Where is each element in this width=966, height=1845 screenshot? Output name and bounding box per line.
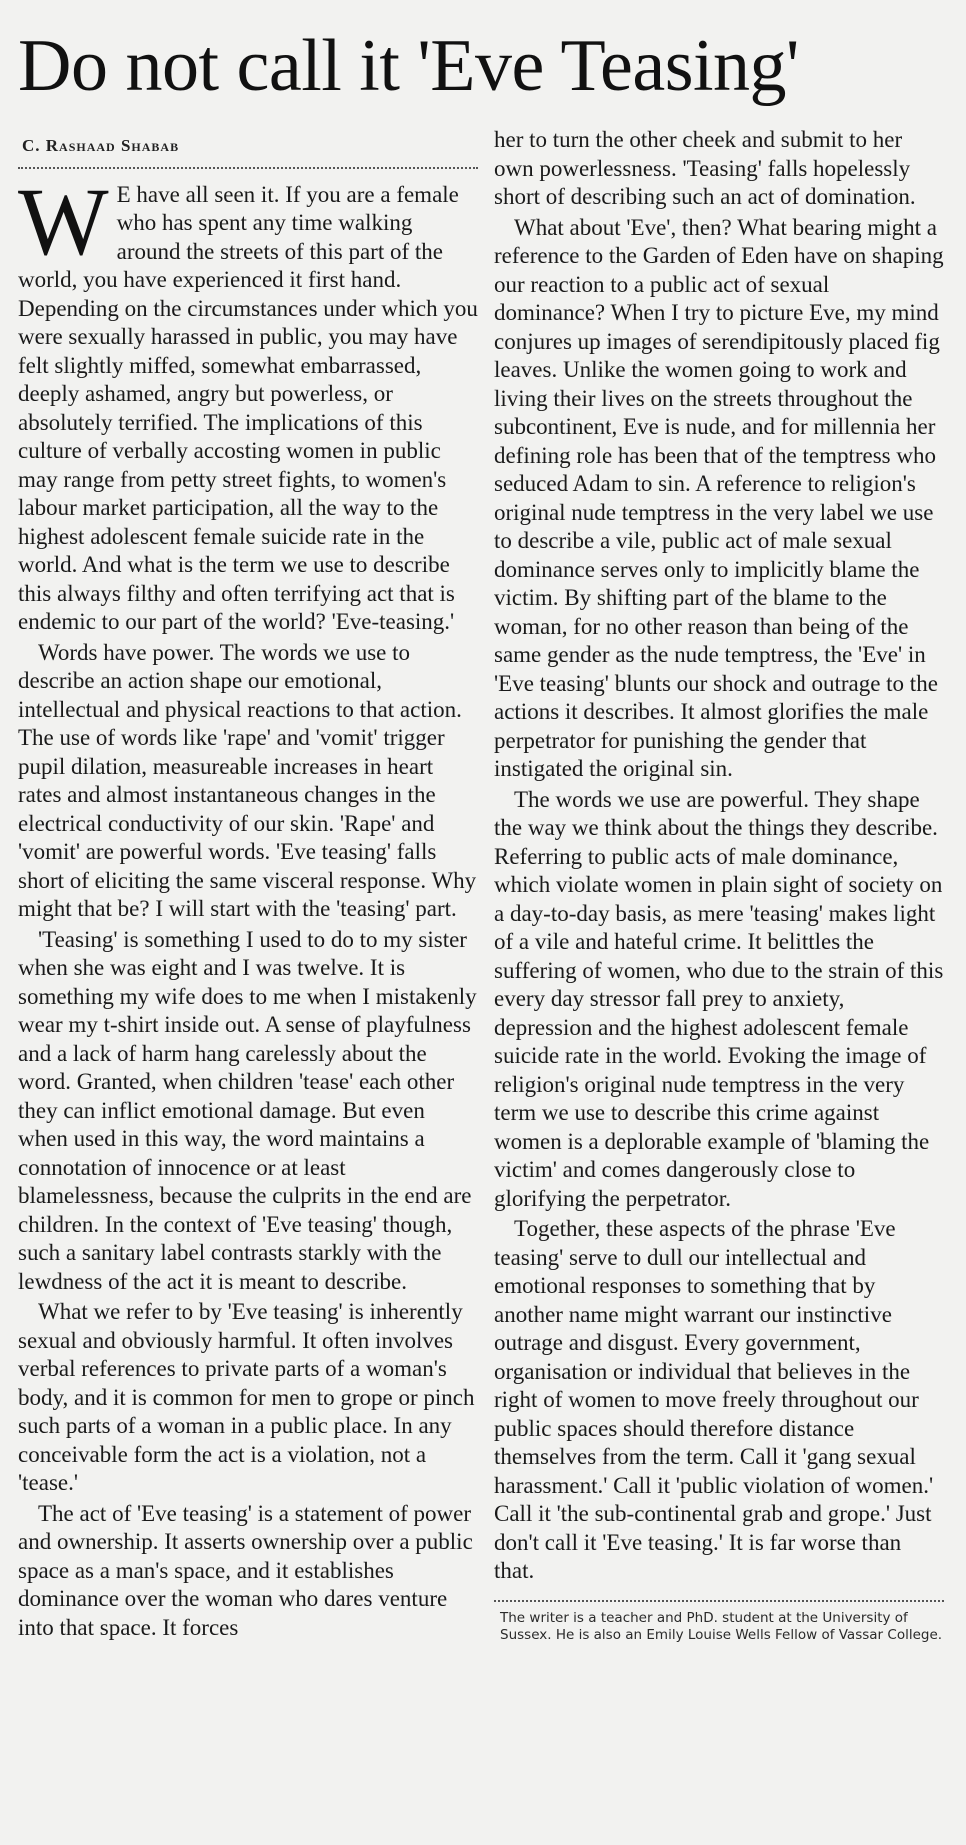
right-column xyxy=(494,126,944,1644)
drop-cap: W xyxy=(18,167,109,275)
paragraph: her to turn the other cheek and submit to her own powerlessness. 'Teasing' falls hopelessly short of describing such an act of domination. xyxy=(494,127,916,209)
paragraph: 'Teasing' is something I used to do to my sister when she was eight and I was twelve. It is something my wife does to me when I mistakenly wear my t-shirt inside out. A sense of playfulness and a lack of harm hang carelessly about the word. Granted, when children 'tease' each other they can inflict emotional damage. But even when used in this way, the word maintains a connotation of innocence or at least blamelessness, because the culprits in the end are children. In the context of 'Eve teasing' though, such a sanitary label contrasts starkly with the lewdness of the act it is meant to describe. xyxy=(18,926,477,1294)
paragraph xyxy=(18,167,478,637)
paragraph-text: E have all seen it. If you are a female who has spent any time walking around the streets of this part of the world, you have experienced it first hand. Depending on the circumstances under which you were sexually harassed in public, you may have felt slightly miffed, somewhat embarrassed, deeply ashamed, angry but powerless, or absolutely terrified. The implications of this culture of verbally accosting women in public may range from petty street fights, to women's labour market participation, all the way to the highest adolescent female suicide rate in the world. And what is the term we use to describe this always filthy and often terrifying act that is endemic to our part of the world? 'Eve-teasing.' xyxy=(18,181,478,634)
paragraph: The words we use are powerful. They shape the way we think about the things they describe. Referring to public acts of male dominance, which violate women in plain sight of society on a day-to-day basis, as mere 'teasing' makes light of a vile and hateful crime. It belittles the suffering of women, who due to the strain of this every day stressor fall prey to anxiety, depression and the highest adolescent female suicide rate in the world. Evoking the image of religion's original nude temptress in the very term we use to describe this crime against women is a deplorable example of 'blaming the victim' and comes dangerously close to glorifying the perpetrator. xyxy=(494,786,944,1211)
byline: C. Rashaad Shabab xyxy=(22,136,180,155)
paragraph: Words have power. The words we use to describe an action shape our emotional, intellectual and physical reactions to that action. The use of words like 'rape' and 'vomit' trigger pupil dilation, measureable increases in heart rates and almost instantaneous changes in the electrical conductivity of our skin. 'Rape' and 'vomit' are powerful words. 'Eve teasing' falls short of eliciting the same visceral response. Why might that be? I will start with the 'teasing' part. xyxy=(18,639,477,921)
left-column xyxy=(18,132,478,1644)
paragraph: Together, these aspects of the phrase 'Eve teasing' serve to dull our intellectual and emotional responses to something that by another name might warrant our instinctive outrage and disgust. Every government, organisation or individual that believes in the right of women to move freely throughout our public spaces should therefore distance themselves from the term. Call it 'gang sexual harassment.' Call it 'public violation of women.' Call it 'the sub-continental grab and grope.' Just don't call it 'Eve teasing.' It is far worse than that. xyxy=(494,1216,934,1583)
paragraph: The act of 'Eve teasing' is a statement of power and ownership. It asserts ownership over a public space as a man's space, and it establishes dominance over the woman who dares venture into that space. It forces xyxy=(18,1500,473,1640)
author-footnote: The writer is a teacher and PhD. student at the University of Sussex. He is also an Emily Louise Wells Fellow of Vassar College. xyxy=(500,1609,943,1643)
headline: Do not call it 'Eve Teasing' xyxy=(18,25,799,107)
footnote-divider xyxy=(494,1600,944,1602)
paragraph: What about 'Eve', then? What bearing might a reference to the Garden of Eden have on shaping our reaction to a public act of sexual dominance? When I try to picture Eve, my mind conjures up images of serendipitously placed fig leaves. Unlike the women going to work and living their lives on the streets throughout the subcontinent, Eve is nude, and for millennia her defining role has been that of the temptress who seduced Adam to sin. A reference to religion's original nude temptress in the very label we use to describe a vile, public act of male sexual dominance serves only to implicitly blame the victim. By shifting part of the blame to the woman, for no other reason than being of the same gender as the nude temptress, the 'Eve' in 'Eve teasing' blunts our shock and outrage to the actions it describes. It almost glorifies the male perpetrator for punishing the gender that instigated the original sin. xyxy=(494,214,944,781)
paragraph: What we refer to by 'Eve teasing' is inherently sexual and obviously harmful. It often involves verbal references to private parts of a woman's body, and it is common for men to grope or pinch such parts of a woman in a public place. In any conceivable form the act is a violation, not a 'tease.' xyxy=(18,1299,475,1495)
